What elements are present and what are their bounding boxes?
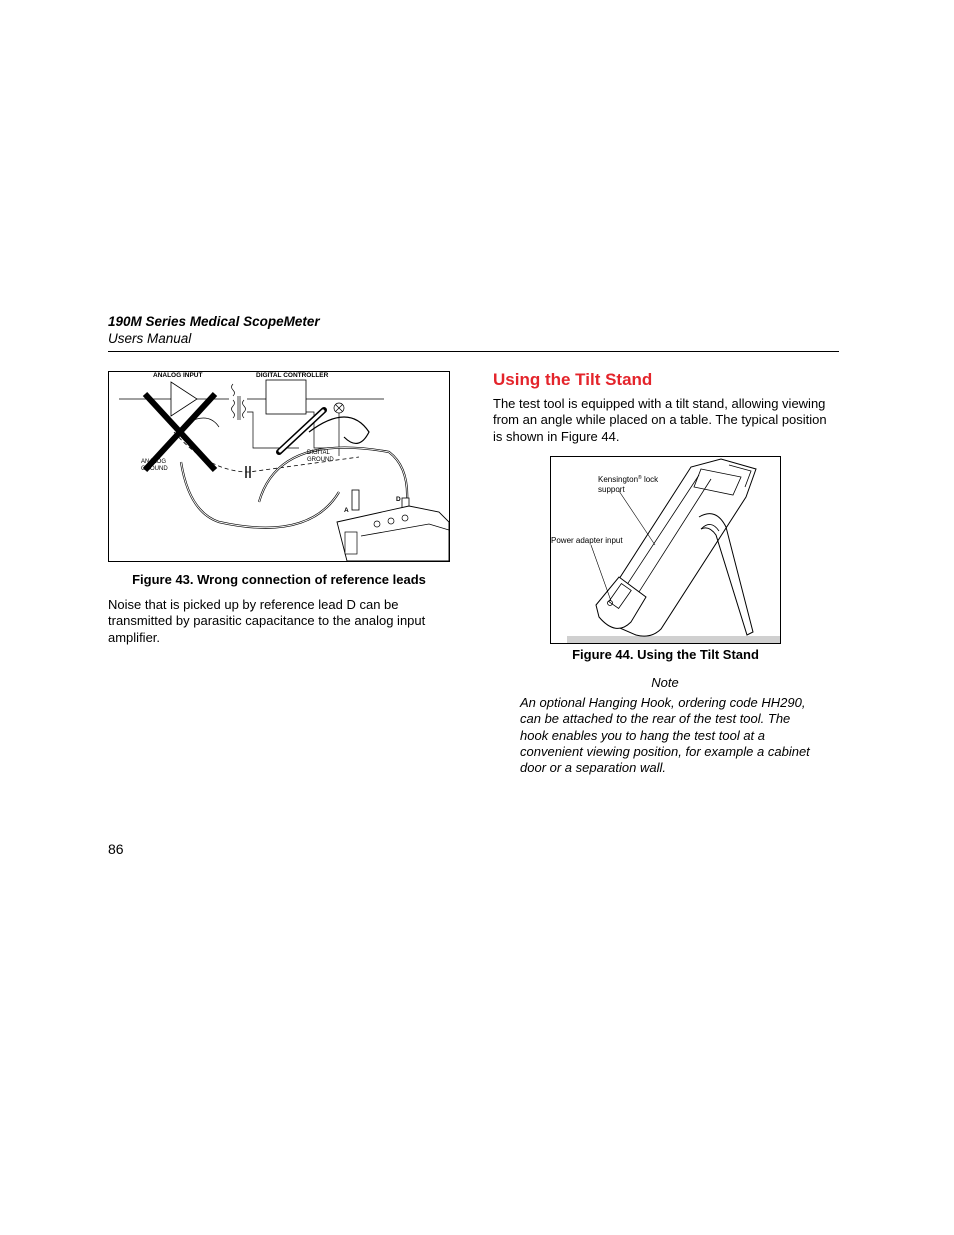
body-paragraph-tilt-stand: The test tool is equipped with a tilt stand, allowing viewing from an angle while placed on a table. The typical position is shown in Figure 44. [493,396,827,444]
page-number: 86 [108,841,124,857]
document-subtitle: Users Manual [108,331,192,346]
note-text: An optional Hanging Hook, ordering code HH290, can be attached to the rear of the test tool. The hook enables you to hang the test tool at a convenient viewing position, for example a cabinet door or a separation wall. [520,695,810,776]
figure-43-illustration [109,372,449,561]
figure-44-illustration [551,457,780,643]
note-heading: Note [651,675,679,690]
document-title: 190M Series Medical ScopeMeter [108,314,320,329]
section-heading: Using the Tilt Stand [493,370,653,389]
label-digital-ground-2: GROUND [307,457,334,463]
figure-43-wrong-connection [108,371,450,562]
table-surface [567,636,780,643]
figure-44-caption: Figure 44. Using the Tilt Stand [572,647,759,662]
label-analog-ground-2: GROUND [141,466,168,472]
label-digital-controller: DIGITAL CONTROLLER [256,372,329,379]
label-analog-input: ANALOG INPUT [153,372,203,379]
label-kensington-support: support [598,485,625,494]
label-input-d: D [396,496,401,503]
label-digital-ground-1: DIGITAL [307,450,330,456]
label-power-adapter-input: Power adapter input [551,536,623,545]
header-rule [108,351,839,352]
figure-44-tilt-stand [550,456,781,644]
label-input-a: A [344,507,349,514]
figure-43-caption: Figure 43. Wrong connection of reference leads [132,572,426,587]
label-kensington-lock: Kensington® lock [598,475,659,484]
digital-controller-box [266,380,306,414]
label-analog-ground-1: ANALOG [141,459,167,465]
amplifier-symbol [171,382,197,416]
body-paragraph-noise: Noise that is picked up by reference lead D can be transmitted by parasitic capacitance to the analog input amplifier. [108,597,426,645]
